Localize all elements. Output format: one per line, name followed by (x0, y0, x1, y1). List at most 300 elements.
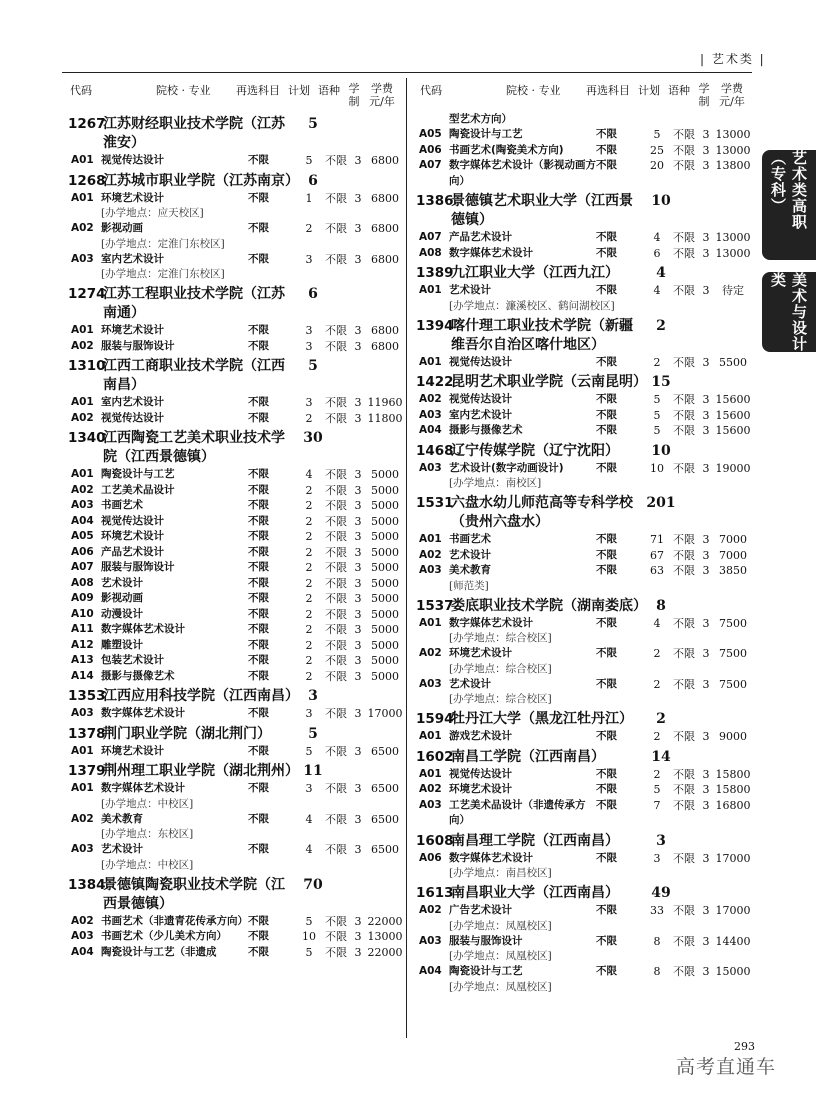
major-years: 3 (354, 843, 362, 856)
side-tab-category: 艺术类高职（专科） (762, 150, 816, 260)
major-name: 视觉传达设计 (101, 411, 164, 424)
major-name: 包装艺术设计 (101, 654, 164, 666)
col-years: 学制 (698, 82, 710, 108)
major-language: 不限 (673, 851, 695, 865)
major-language: 不限 (325, 843, 347, 856)
major-fee: 5500 (719, 355, 747, 369)
major-years: 3 (702, 730, 710, 743)
campus-note: [办学地点：凤凰校区] (449, 919, 552, 932)
school-plan: 14 (651, 748, 671, 765)
school-code: 1267 (68, 116, 106, 132)
major-code: A07 (71, 561, 94, 573)
major-plan: 3 (305, 396, 313, 409)
col-language: 语种 (318, 84, 340, 97)
school-plan: 70 (303, 876, 323, 893)
major-plan: 2 (305, 592, 313, 605)
major-years: 3 (702, 767, 710, 781)
col-fee: 学费 元/年 (369, 82, 395, 108)
major-language: 不限 (673, 128, 695, 141)
major-row (416, 548, 752, 564)
major-subjects: 不限 (596, 461, 617, 474)
major-subjects: 不限 (596, 851, 617, 864)
school-plan: 5 (308, 116, 318, 132)
school-code: 1537 (416, 597, 454, 614)
major-years: 3 (702, 128, 710, 141)
major-fee: 22000 (367, 945, 403, 959)
major-years: 3 (702, 851, 710, 865)
school-plan: 5 (308, 358, 318, 374)
major-language: 不限 (673, 424, 695, 437)
major-row (416, 355, 752, 371)
major-years: 3 (702, 143, 710, 157)
major-row (68, 467, 404, 483)
major-name: 陶瓷设计与工艺 (101, 468, 175, 480)
major-code: A07 (419, 231, 442, 243)
major-language: 不限 (325, 483, 347, 497)
major-fee: 13800 (715, 159, 751, 172)
major-name: 视觉传达设计 (449, 393, 512, 405)
major-subjects: 不限 (248, 592, 269, 604)
major-name: 美术教育 (101, 812, 143, 825)
major-name: 书画艺术（少儿美术方向） (101, 930, 227, 942)
major-years: 3 (354, 930, 362, 943)
major-name: 摄影与摄像艺术 (449, 424, 523, 436)
major-fee: 5000 (371, 499, 399, 512)
major-row (68, 483, 404, 499)
major-code: A02 (419, 393, 442, 405)
major-subjects: 不限 (248, 744, 269, 757)
major-plan: 3 (305, 339, 313, 353)
major-language: 不限 (325, 592, 347, 605)
school-code: 1268 (68, 172, 106, 189)
school-code: 1386 (416, 193, 454, 209)
major-years: 3 (354, 396, 362, 409)
school-row (416, 442, 752, 461)
major-code: A02 (419, 548, 442, 561)
major-plan: 2 (305, 576, 313, 590)
col-plan: 计划 (288, 84, 310, 97)
header-rule (62, 72, 752, 73)
major-language: 不限 (673, 730, 695, 743)
major-years: 3 (354, 914, 362, 928)
major-years: 3 (354, 744, 362, 758)
major-row (68, 514, 404, 530)
major-plan: 5 (653, 128, 661, 141)
school-plan: 10 (651, 193, 671, 209)
campus-note: [办学地点：濂溪校区、鹤问湖校区] (449, 299, 615, 312)
major-plan: 2 (305, 483, 313, 497)
major-code: A02 (71, 914, 94, 927)
major-name: 服装与服饰设计 (101, 339, 175, 352)
school-row (416, 317, 752, 355)
watermark: 高考直通车 (676, 1056, 777, 1078)
major-years: 3 (354, 945, 362, 959)
continuation-text: 型艺术方向） (449, 113, 512, 125)
major-plan: 2 (305, 222, 313, 235)
campus-note: [办学地点：中校区] (101, 858, 194, 871)
major-years: 3 (354, 812, 362, 826)
major-years: 3 (702, 616, 710, 630)
major-fee: 待定 (722, 284, 744, 297)
school-code: 1379 (68, 763, 106, 779)
column-divider (406, 78, 407, 1038)
major-code: A05 (71, 530, 94, 542)
major-fee: 15000 (715, 965, 751, 978)
major-fee: 6800 (371, 252, 399, 266)
major-code: A06 (71, 545, 94, 558)
major-code: A02 (71, 222, 94, 234)
major-code: A04 (419, 965, 442, 977)
major-name: 视觉传达设计 (449, 767, 512, 780)
major-code: A01 (71, 191, 94, 204)
campus-note: [办学地点：凤凰校区] (449, 950, 552, 962)
major-years: 3 (354, 154, 362, 167)
major-row (416, 903, 752, 919)
major-code: A01 (71, 744, 94, 757)
major-fee: 5000 (371, 514, 399, 528)
major-fee: 6500 (371, 744, 399, 758)
col-code: 代码 (70, 84, 92, 97)
major-subjects: 不限 (248, 545, 269, 558)
major-name: 书画艺术 (101, 499, 143, 511)
major-years: 3 (354, 483, 362, 497)
major-row (416, 283, 752, 299)
school-name: 江西工商职业技术学院（江西南昌） (103, 358, 285, 393)
major-subjects: 不限 (248, 638, 269, 651)
major-years: 3 (702, 246, 710, 260)
major-row (416, 563, 752, 579)
col-fee: 学费 元/年 (719, 82, 745, 108)
major-subjects: 不限 (248, 411, 269, 424)
major-subjects: 不限 (248, 154, 269, 166)
major-plan: 2 (653, 730, 661, 743)
major-language: 不限 (325, 339, 347, 353)
major-row (68, 545, 404, 561)
major-fee: 3850 (719, 564, 747, 577)
major-fee: 15600 (715, 424, 751, 437)
major-fee: 11960 (367, 396, 403, 409)
school-name: 江西应用科技学院（江西南昌） (103, 688, 299, 704)
major-plan: 7 (653, 798, 661, 812)
major-plan: 10 (302, 930, 316, 943)
col-plan: 计划 (638, 84, 660, 97)
major-years: 3 (702, 904, 710, 917)
campus-note: [办学地点：凤凰校区] (449, 980, 552, 993)
major-language: 不限 (325, 561, 347, 574)
major-name: 环境艺术设计 (449, 647, 512, 659)
campus-note: [师范类] (449, 579, 489, 592)
major-code: A03 (419, 408, 442, 421)
major-plan: 10 (650, 461, 664, 475)
major-fee: 5000 (371, 669, 399, 683)
major-name: 影视动画 (101, 592, 143, 604)
campus-note: [办学地点：南校区] (449, 477, 542, 489)
school-row (68, 172, 404, 191)
major-subjects: 不限 (248, 914, 269, 927)
major-subjects: 不限 (596, 730, 617, 742)
major-row (68, 929, 404, 945)
major-plan: 4 (653, 284, 661, 297)
major-language: 不限 (325, 669, 347, 683)
col-subjects: 再选科目 (586, 84, 630, 97)
major-name: 产品艺术设计 (101, 545, 164, 558)
major-code: A03 (71, 499, 94, 511)
major-plan: 3 (305, 782, 313, 795)
major-subjects: 不限 (248, 945, 269, 958)
major-subjects: 不限 (596, 904, 617, 916)
major-code: A02 (71, 339, 94, 352)
major-row (68, 638, 404, 654)
major-years: 3 (702, 231, 710, 244)
major-subjects: 不限 (248, 252, 269, 265)
major-row (416, 934, 752, 950)
major-plan: 6 (653, 246, 661, 260)
major-plan: 5 (305, 945, 313, 959)
major-name: 摄影与摄像艺术 (101, 669, 175, 682)
major-name: 艺术设计(数字动画设计) (449, 461, 564, 474)
major-plan: 5 (305, 744, 313, 758)
major-language: 不限 (673, 783, 695, 796)
school-row (68, 429, 404, 467)
school-name: 娄底职业技术学院（湖南娄底） (451, 597, 647, 614)
col-subjects: 再选科目 (236, 84, 280, 97)
school-code: 1613 (416, 885, 454, 901)
school-code: 1310 (68, 358, 106, 374)
major-row (416, 246, 752, 262)
major-language: 不限 (325, 222, 347, 235)
major-subjects: 不限 (248, 561, 269, 573)
major-row (68, 339, 404, 355)
major-row (68, 576, 404, 592)
school-plan: 2 (656, 711, 666, 727)
major-row (68, 653, 404, 669)
major-years: 3 (354, 607, 362, 621)
major-code: A07 (419, 159, 442, 171)
major-row (68, 498, 404, 514)
major-row (68, 153, 404, 169)
major-years: 3 (354, 222, 362, 235)
major-plan: 25 (650, 143, 664, 157)
major-years: 3 (354, 324, 362, 337)
school-name: 南昌职业大学（江西南昌） (451, 885, 619, 901)
major-row (416, 798, 752, 829)
school-code: 1340 (68, 430, 106, 446)
major-language: 不限 (673, 393, 695, 406)
major-name: 室内艺术设计 (101, 396, 164, 408)
major-subjects: 不限 (248, 669, 269, 682)
major-years: 3 (702, 284, 710, 297)
major-plan: 2 (305, 530, 313, 543)
school-code: 1422 (416, 374, 454, 390)
major-row (416, 616, 752, 632)
school-row (68, 762, 404, 781)
school-row (68, 725, 404, 744)
major-years: 3 (702, 461, 710, 475)
major-row (416, 532, 752, 548)
major-name: 环境艺术设计 (101, 530, 164, 542)
major-subjects: 不限 (596, 159, 617, 171)
school-row (416, 710, 752, 729)
school-plan: 6 (308, 286, 318, 302)
major-subjects: 不限 (596, 424, 617, 436)
school-code: 1384 (68, 876, 106, 893)
major-code: A14 (71, 669, 94, 682)
major-subjects: 不限 (248, 324, 269, 336)
major-plan: 2 (305, 638, 313, 652)
major-name: 服装与服饰设计 (449, 934, 523, 947)
col-language: 语种 (668, 84, 690, 97)
major-code: A13 (71, 654, 94, 666)
school-name: 南昌理工学院（江西南昌） (451, 832, 619, 849)
major-row (416, 392, 752, 408)
major-plan: 4 (305, 812, 313, 826)
major-plan: 3 (653, 851, 661, 865)
major-name: 工艺美术品设计 (101, 483, 175, 496)
campus-note: [办学地点：南昌校区] (449, 867, 552, 879)
major-subjects: 不限 (248, 483, 269, 496)
major-code: A01 (71, 324, 94, 336)
major-plan: 4 (305, 843, 313, 856)
major-subjects: 不限 (596, 548, 617, 561)
major-language: 不限 (325, 707, 347, 720)
school-row (68, 285, 404, 323)
major-subjects: 不限 (248, 576, 269, 589)
major-language: 不限 (673, 246, 695, 260)
major-language: 不限 (325, 782, 347, 795)
major-code: A03 (419, 677, 442, 690)
major-subjects: 不限 (248, 782, 269, 794)
major-language: 不限 (673, 564, 695, 577)
major-row (416, 782, 752, 798)
major-fee: 5000 (371, 576, 399, 590)
major-language: 不限 (673, 355, 695, 369)
campus-note: [办学地点：定淮门东校区] (101, 237, 225, 250)
major-name: 数字媒体艺术设计 (449, 246, 533, 259)
major-subjects: 不限 (596, 128, 617, 140)
major-plan: 4 (653, 616, 661, 630)
major-language: 不限 (673, 159, 695, 172)
column-header-right (416, 82, 752, 112)
major-row (68, 529, 404, 545)
major-fee: 17000 (367, 707, 403, 720)
major-language: 不限 (325, 945, 347, 959)
major-years: 3 (702, 564, 710, 577)
major-name: 书画艺术 (449, 533, 491, 545)
major-subjects: 不限 (596, 231, 617, 243)
major-name: 艺术设计 (101, 843, 143, 855)
major-fee: 5000 (371, 623, 399, 636)
major-row (68, 622, 404, 638)
school-row (416, 884, 752, 903)
major-language: 不限 (673, 408, 695, 422)
school-row (416, 373, 752, 392)
major-code: A02 (419, 904, 442, 916)
major-subjects: 不限 (248, 607, 269, 620)
major-fee: 5000 (371, 483, 399, 497)
major-name: 服装与服饰设计 (101, 561, 175, 573)
major-row (68, 669, 404, 685)
major-language: 不限 (325, 654, 347, 667)
major-name: 数字媒体艺术设计 (101, 782, 185, 794)
page-number: 293 (734, 1040, 755, 1053)
school-plan: 49 (651, 885, 671, 901)
major-fee: 15800 (715, 767, 751, 781)
school-plan: 5 (308, 725, 318, 742)
major-years: 3 (702, 783, 710, 796)
major-fee: 5000 (371, 530, 399, 543)
major-subjects: 不限 (248, 339, 269, 352)
major-row (416, 851, 752, 867)
major-language: 不限 (325, 411, 347, 425)
major-subjects: 不限 (248, 930, 269, 942)
school-plan: 2 (656, 317, 666, 334)
campus-note: [办学地点：中校区] (101, 797, 194, 810)
major-code: A01 (419, 355, 442, 368)
major-name: 室内艺术设计 (449, 408, 512, 421)
major-language: 不限 (673, 798, 695, 812)
major-language: 不限 (325, 468, 347, 481)
major-plan: 2 (305, 669, 313, 683)
school-plan: 10 (651, 442, 671, 459)
major-fee: 7500 (719, 616, 747, 630)
major-plan: 5 (305, 914, 313, 928)
school-plan: 3 (656, 832, 666, 849)
major-row (68, 191, 404, 207)
major-plan: 1 (305, 191, 313, 205)
major-code: A04 (71, 945, 94, 958)
major-code: A02 (71, 483, 94, 496)
major-fee: 7500 (719, 677, 747, 691)
major-subjects: 不限 (248, 812, 269, 825)
major-plan: 4 (653, 231, 661, 244)
major-language: 不限 (673, 767, 695, 781)
major-row (68, 945, 404, 961)
major-name: 广告艺术设计 (449, 904, 512, 916)
major-row (68, 221, 404, 237)
major-plan: 2 (305, 514, 313, 528)
major-language: 不限 (673, 533, 695, 546)
school-name: 荆州理工职业学院（湖北荆州） (103, 763, 299, 779)
major-plan: 2 (305, 623, 313, 636)
major-years: 3 (354, 545, 362, 559)
major-name: 艺术设计 (449, 284, 491, 296)
major-name: 数字媒体艺术设计 (101, 707, 185, 719)
major-code: A06 (419, 143, 442, 156)
major-years: 3 (702, 965, 710, 978)
major-row (416, 230, 752, 246)
major-row (416, 158, 752, 189)
major-years: 3 (354, 782, 362, 795)
school-plan: 8 (656, 597, 666, 614)
major-plan: 2 (305, 545, 313, 559)
school-code: 1468 (416, 442, 454, 459)
major-fee: 15600 (715, 408, 751, 422)
column-header-left (66, 82, 402, 112)
major-name: 数字媒体艺术设计 (449, 851, 533, 864)
major-plan: 2 (305, 607, 313, 621)
major-years: 3 (354, 514, 362, 528)
major-years: 3 (354, 499, 362, 512)
major-plan: 71 (650, 533, 664, 546)
major-fee: 6800 (371, 324, 399, 337)
major-code: A01 (71, 782, 94, 794)
school-code: 1274 (68, 286, 106, 302)
school-row (416, 832, 752, 851)
major-subjects: 不限 (248, 514, 269, 527)
major-subjects: 不限 (596, 798, 617, 811)
major-plan: 33 (650, 904, 664, 917)
major-fee: 14400 (715, 934, 751, 948)
